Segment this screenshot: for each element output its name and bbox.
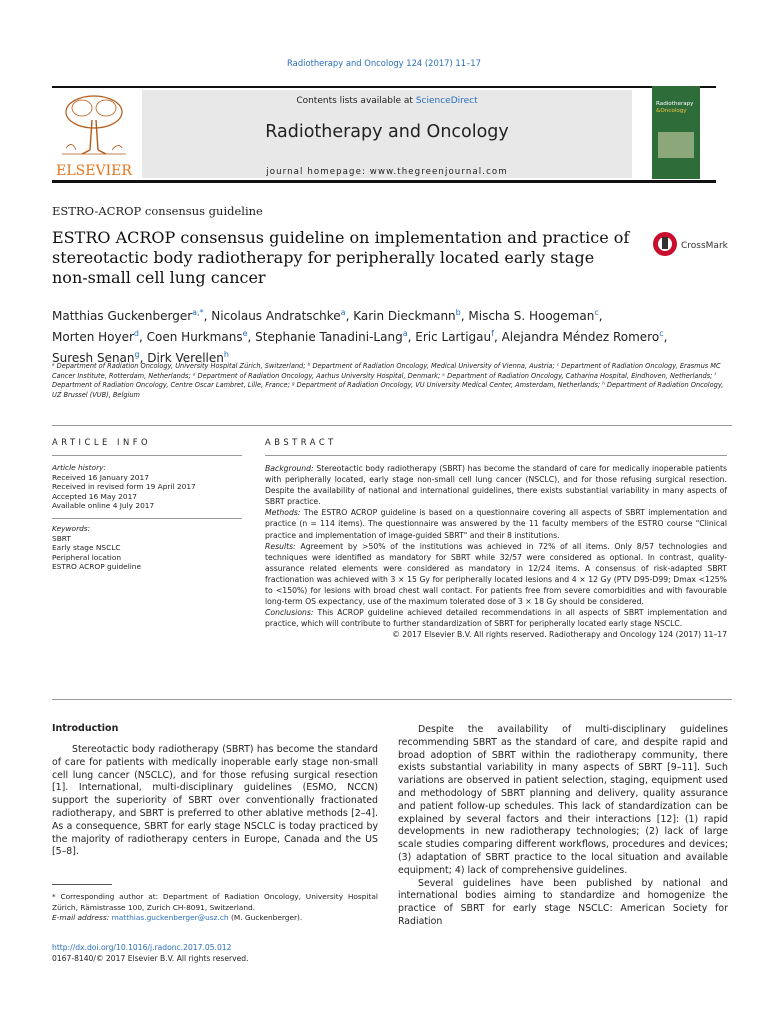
author-list: [52, 304, 732, 367]
author-name[interactable]: Coen Hurkmans: [146, 330, 243, 344]
keyword: Peripheral location: [52, 552, 122, 562]
keyword: Early stage NSCLC: [52, 543, 121, 553]
doi-block: [52, 942, 249, 964]
abstract-methods: [265, 507, 727, 540]
author-name[interactable]: Morten Hoyer: [52, 330, 134, 344]
author-separator: ,: [663, 330, 668, 344]
author-name[interactable]: Matthias Guckenberger: [52, 309, 193, 323]
left-column: [52, 744, 378, 859]
abstract-header: ABSTRACT: [265, 437, 337, 447]
journal-cover-thumbnail[interactable]: [652, 86, 700, 179]
header-rule: [52, 86, 716, 88]
crossmark-icon: [652, 230, 730, 260]
affiliation-marker[interactable]: c: [594, 308, 599, 317]
abstract-background: [265, 463, 727, 507]
history-item: Available online 4 July 2017: [52, 501, 155, 511]
footnote: [52, 892, 378, 924]
background-label: Background:: [265, 464, 314, 473]
affiliation-marker[interactable]: b: [455, 308, 461, 317]
methods-label: Methods:: [265, 508, 301, 518]
methods-text: The ESTRO ACROP guideline is based on a questionnaire covering all aspects of SBRT implementation and practice (n = 114 items). The questionnaire was answered by the 11 faculty members of the ESTRO course "Clinical practice and implementation of image-guided SBRT" and their 8 institutions.: [265, 508, 727, 540]
journal-homepage[interactable]: journal homepage: www.thegreenjournal.com: [266, 167, 508, 177]
affiliation-marker[interactable]: e: [242, 329, 248, 338]
history-label: Article history:: [52, 463, 106, 472]
article-info-header: ARTICLE INFO: [52, 437, 152, 447]
divider: [265, 455, 727, 456]
abstract-copyright: © 2017 Elsevier B.V. All rights reserved. Radiotherapy and Oncology 124 (2017) 11–17: [392, 630, 727, 640]
elsevier-logo: [52, 90, 136, 178]
keyword: ESTRO ACROP guideline: [52, 562, 142, 572]
background-text: Stereotactic body radiotherapy (SBRT) has become the standard of care for medically inoperable patients with peripherally located, early stage non-small cell lung cancer (NSCLC), and for those refusing surgical resection. Despite the availability of national and international guidelines, there exists substantial variability in many aspects of SBRT practice.: [265, 464, 727, 507]
author-separator: ,: [493, 330, 502, 344]
history-item: Received 16 January 2017: [52, 472, 149, 482]
publisher-wordmark: ELSEVIER: [56, 163, 132, 178]
paragraph: Despite the availability of multi-disciplinary guidelines recommending SBRT as the standard of care, and despite rapid and broad adoption of SBRT within the radiotherapy community, there exists substantial variability in many aspects of SBRT [9–11]. Such variations are observed in patient selection, staging, equipment used and methodology of SBRT planning and delivery, quality assurance and patient follow-up schedules. This lack of standardization can be explained by several factors and their interactions [12]: (1) rapid developments in new radiotherapy technologies; (2) lack of large scale studies comparing different workflows, procedures and devices; (3) adaptation of SBRT practice to the local situation and available equipment; 4) lack of comprehensive guidelines.: [398, 724, 728, 876]
affiliations: ᵃ Department of Radiation Oncology, University Hospital Zürich, Switzerland; ᵇ Department of Radiation Oncology, Medical University of Vienna, Austria; ᶜ Department of Radiation Oncology, Erasmus MC Cancer Institute, Rotterdam, Netherlands; ᵈ Department of Radiation Oncology, Aarhus University Hospital, Denmark; ᵉ Department of Radiation Oncology, Catharina Hospital, Eindhoven, Netherlands; ᶠ Department of Radiation Oncology, Centre Oscar Lambret, Lille, France; ᵍ Department of Radiation Oncology, VU University Medical Center, Amsterdam, Netherlands; ʰ Department of Radiation Oncology, UZ Brussel (VUB), Belgium: [52, 362, 724, 399]
author-separator: ,: [345, 309, 354, 323]
affiliation-marker[interactable]: a,*: [192, 308, 204, 317]
divider: [52, 518, 242, 519]
cover-image: [658, 132, 694, 158]
author-separator: ,: [203, 309, 212, 323]
author-name[interactable]: Stephanie Tanadini-Lang: [255, 330, 403, 344]
affiliation-marker[interactable]: g: [134, 350, 140, 359]
sciencedirect-link[interactable]: ScienceDirect: [415, 96, 478, 106]
results-text: Agreement by >50% of the institutions was achieved in 72% of all items. Only 8/57 technologies and techniques were identified as mandatory for SBRT while 32/57 were considered as optional. In contrast, quality-assurance related elements were considered as mandatory in 12/24 items. A consensus of risk-adapted SBRT fractionation was achieved with 3 × 15 Gy for peripherally located lesions and 4 × 12 Gy (PTV D95-D99; Dmax <125% to <150%) for lesions with broad chest wall contact. For patients free from severe comorbidities and with favourable long-term OS expectancy, use of the maximum tolerated dose of 3 × 18 Gy should be considered.: [265, 541, 727, 607]
email-link[interactable]: matthias.guckenberger@usz.ch: [111, 913, 229, 922]
history-item: Received in revised form 19 April 2017: [52, 482, 196, 492]
keyword: SBRT: [52, 533, 71, 543]
author-name[interactable]: Dirk Verellen: [147, 351, 224, 365]
section-label: ESTRO-ACROP consensus guideline: [52, 204, 263, 218]
email-line: [52, 913, 378, 924]
author-name[interactable]: Suresh Senan: [52, 351, 135, 365]
divider: [52, 425, 732, 426]
introduction-heading: Introduction: [52, 723, 119, 734]
author-separator: ,: [139, 330, 147, 344]
history-item: Accepted 16 May 2017: [52, 491, 137, 501]
author-name[interactable]: Eric Lartigau: [415, 330, 492, 344]
affiliation-marker[interactable]: a: [402, 329, 408, 338]
contents-prefix: Contents lists available at: [296, 96, 416, 106]
journal-reference[interactable]: Radiotherapy and Oncology 124 (2017) 11–17: [287, 58, 481, 68]
author-name[interactable]: Karin Dieckmann: [353, 309, 456, 323]
abstract-conclusions: [265, 607, 727, 629]
author-separator: ,: [247, 330, 256, 344]
conclusions-text: This ACROP guideline achieved detailed recommendations in all aspects of SBRT implementation and practice, which will contribute to further standardization of SBRT for peripherally located early stage NSCLC.: [265, 608, 727, 629]
header-rule-bottom: [52, 180, 716, 183]
divider: [52, 455, 242, 456]
affiliation-marker[interactable]: a: [340, 308, 346, 317]
issn-line: 0167-8140/© 2017 Elsevier B.V. All rights reserved.: [52, 954, 249, 963]
keywords-label: Keywords:: [52, 523, 91, 533]
author-name[interactable]: Alejandra Méndez Romero: [501, 330, 660, 344]
footnote-rule: [52, 884, 112, 885]
email-suffix: (M. Guckenberger).: [228, 913, 303, 922]
affiliation-marker[interactable]: h: [223, 350, 229, 359]
author-name[interactable]: Mischa S. Hoogeman: [468, 309, 595, 323]
affiliation-marker[interactable]: c: [659, 329, 664, 338]
affiliation-marker[interactable]: d: [133, 329, 139, 338]
corresponding-author: * Corresponding author at: Department of Radiation Oncology, University Hospital Zürich, Rämistrasse 100, Zurich CH-8091, Switzerland.: [52, 892, 378, 912]
results-label: Results:: [265, 541, 296, 551]
divider: [52, 699, 732, 700]
intro-paragraph: Stereotactic body radiotherapy (SBRT) has become the standard of care for patients with medically inoperable early stage non-small cell lung cancer (NSCLC), and for those refusing surgical resection [1]. International, multi-disciplinary guidelines (ESMO, NCCN) support the superiority of SBRT over conventionally fractionated radiotherapy, and SBRT is preferred to other ablative methods [2–4]. As a consequence, SBRT for early stage NSCLC is today practiced by the majority of radiotherapy centers in Europe, Canada and the US [5–8].: [52, 744, 378, 858]
crossmark-label: CrossMark: [681, 241, 728, 251]
doi-link[interactable]: http://dx.doi.org/10.1016/j.radonc.2017.05.012: [52, 943, 232, 952]
conclusions-label: Conclusions:: [265, 608, 314, 618]
elsevier-tree-icon: [52, 90, 136, 178]
right-column: [398, 724, 728, 929]
email-label: E-mail address:: [52, 913, 110, 922]
crossmark-badge[interactable]: [652, 230, 730, 260]
article-info: [52, 463, 242, 572]
cover-title-line-2: &Oncology: [656, 108, 687, 114]
affiliation-marker[interactable]: f: [491, 329, 494, 338]
article-title: ESTRO ACROP consensus guideline on implementation and practice of stereotactic body radiotherapy for peripherally located early stage non-small cell lung cancer: [52, 228, 630, 287]
abstract-body: [265, 463, 727, 641]
cover-title-line-1: Radiotherapy: [656, 101, 694, 107]
author-name[interactable]: Nicolaus Andratschke: [211, 309, 341, 323]
abstract-results: [265, 541, 727, 608]
author-separator: ,: [598, 309, 603, 323]
author-separator: ,: [460, 309, 469, 323]
paragraph: Several guidelines have been published by national and international bodies aiming to standardize and homogenize the practice of SBRT for early stage NSCLC: American Society for Radiation: [398, 877, 728, 927]
contents-line: [142, 96, 632, 106]
journal-title: Radiotherapy and Oncology: [265, 122, 509, 142]
author-separator: ,: [407, 330, 416, 344]
author-separator: ,: [139, 351, 148, 365]
